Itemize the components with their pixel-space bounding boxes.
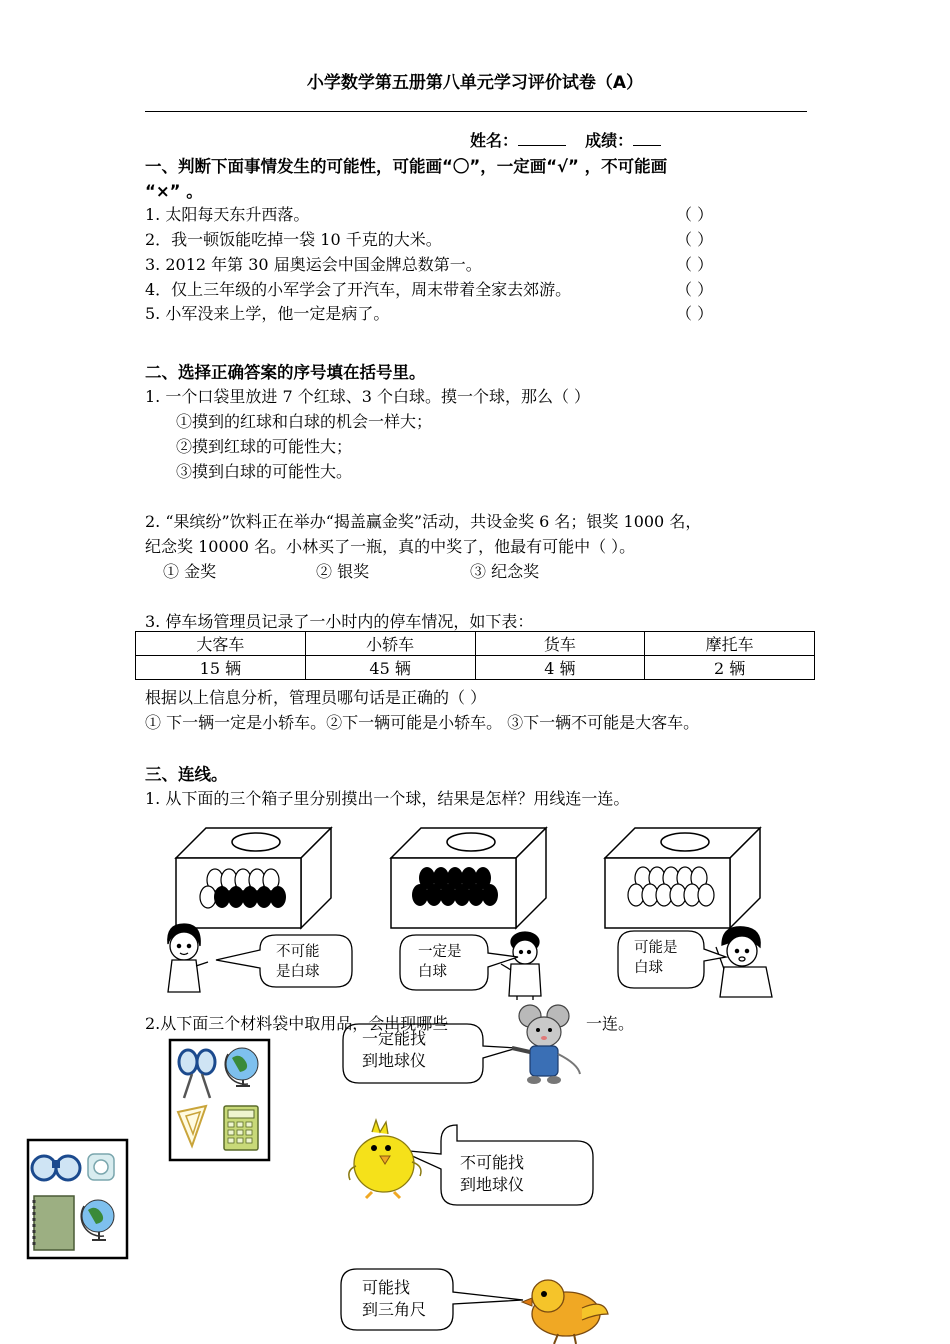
section2-heading: 二、选择正确答案的序号填在括号里。 <box>145 363 426 382</box>
table-header-cell: 摩托车 <box>645 632 815 656</box>
bubble-text <box>276 942 320 982</box>
section3-heading: 三、连线。 <box>145 765 228 784</box>
q3-options: ① 下一辆一定是小轿车。②下一辆可能是小轿车。 ③下一辆不可能是大客车。 <box>145 713 700 732</box>
bubble-line: 到三角尺 <box>362 1300 427 1319</box>
q1-stem: 1. 一个口袋里放进 7 个红球、3 个白球。摸一个球，那么（ ） <box>145 387 591 406</box>
ball-box <box>176 828 331 928</box>
answer-paren[interactable]: （ ） <box>676 230 714 249</box>
answer-paren[interactable]: （ ） <box>676 255 714 274</box>
table-header-cell: 大客车 <box>136 632 306 656</box>
q1-option: ③摸到白球的可能性大。 <box>176 462 353 481</box>
mouse-figure <box>512 1005 580 1084</box>
judge-item: 1. 太阳每天东升西落。 <box>145 205 310 224</box>
page-title: 小学数学第五册第八单元学习评价试卷（A） <box>306 73 644 93</box>
section1-heading: 一、判断下面事情发生的可能性，可能画“〇”，一定画“√” ，不可能画 <box>145 157 668 176</box>
answer-paren[interactable]: （ ） <box>676 304 714 323</box>
bird-figure <box>522 1280 608 1344</box>
table-cell: 15 辆 <box>136 656 306 680</box>
bubble-line: 不可能 <box>276 944 320 960</box>
answer-paren[interactable]: （ ） <box>676 280 714 299</box>
bubble-text <box>418 942 462 982</box>
judge-item: 4．仅上三年级的小军学会了开汽车，周末带着全家去郊游。 <box>145 280 572 299</box>
girl-figure <box>501 932 541 1000</box>
answer-paren[interactable]: （ ） <box>676 205 714 224</box>
bubble-text <box>362 1028 426 1072</box>
q2-stem-line1: 2. “果缤纷”饮料正在举办“揭盖赢金奖”活动，共设金奖 6 名；银奖 1000 名， <box>145 512 702 531</box>
ball-box <box>391 828 546 928</box>
bubble-line: 白球 <box>634 960 663 976</box>
q2-option: ① 金奖 <box>163 562 217 581</box>
table-header-cell: 小轿车 <box>305 632 475 656</box>
s3-q2-stem: 2.从下面三个材料袋中取用品，会出现哪些 <box>145 1014 449 1033</box>
bubble-line: 可能找 <box>362 1278 411 1297</box>
ball-box <box>605 828 760 928</box>
table-cell: 4 辆 <box>475 656 645 680</box>
bubble-line: 到地球仪 <box>460 1175 525 1194</box>
judge-item: 3. 2012 年第 30 届奥运会中国金牌总数第一。 <box>145 255 482 274</box>
material-bag <box>28 1140 127 1258</box>
table-header-cell: 货车 <box>475 632 645 656</box>
table-cell: 45 辆 <box>305 656 475 680</box>
bubble-line: 不可能找 <box>460 1153 525 1172</box>
calculator-icon <box>224 1106 258 1150</box>
pencil-sharpener-icon <box>88 1154 114 1180</box>
q1-option: ②摸到红球的可能性大； <box>176 437 353 456</box>
notebook-icon <box>34 1196 74 1250</box>
bubble-text <box>460 1152 524 1196</box>
name-label: 姓名： <box>470 131 519 150</box>
bubble-line: 白球 <box>418 964 447 980</box>
q3-question: 根据以上信息分析，管理员哪句话是正确的（ ） <box>145 688 487 707</box>
judge-item: 2．我一顿饭能吃掉一袋 10 千克的大米。 <box>145 230 442 249</box>
bubble-line: 是白球 <box>276 964 320 980</box>
section1-heading-cont: “×” 。 <box>145 182 203 201</box>
bubble-text <box>634 938 678 978</box>
bubble-line: 到地球仪 <box>362 1051 427 1070</box>
material-bag <box>170 1040 269 1160</box>
bubble-text <box>362 1277 426 1321</box>
boy-figure <box>716 927 772 997</box>
q2-stem-line2: 纪念奖 10000 名。小林买了一瓶，真的中奖了，他最有可能中（ ）。 <box>145 537 636 556</box>
chick-figure <box>349 1120 421 1198</box>
table-cell: 2 辆 <box>645 656 815 680</box>
s3-q2-stem-end: 一连。 <box>586 1014 635 1033</box>
score-label: 成绩： <box>585 131 634 150</box>
bubble-line: 可能是 <box>634 940 678 956</box>
girl-figure <box>168 924 208 992</box>
q3-stem: 3. 停车场管理员记录了一小时内的停车情况，如下表： <box>145 612 534 631</box>
judge-item: 5. 小军没来上学，他一定是病了。 <box>145 304 390 323</box>
q1-option: ①摸到的红球和白球的机会一样大； <box>176 412 433 431</box>
bubble-line: 一定是 <box>418 944 462 960</box>
q2-option: ② 银奖 <box>316 562 370 581</box>
q2-option: ③ 纪念奖 <box>470 562 540 581</box>
s3-q1-stem: 1. 从下面的三个箱子里分别摸出一个球，结果是怎样？用线连一连。 <box>145 789 630 808</box>
bubble-line: 一定能找 <box>362 1029 427 1048</box>
